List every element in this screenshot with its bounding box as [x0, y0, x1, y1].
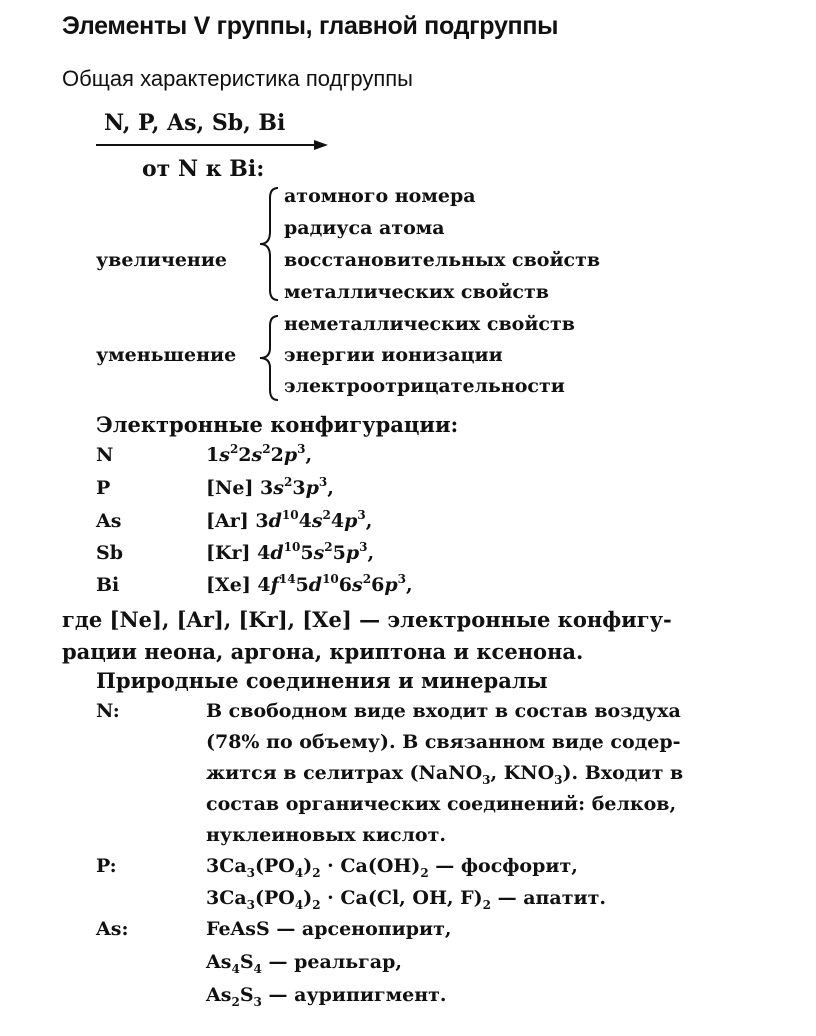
page-title: Элементы V группы, главной подгруппы: [62, 12, 559, 40]
config-formula: [Xe] $4f^{14}5d^{10}6s^26p^3$,: [206, 572, 413, 596]
direction-label: от N к Bi:: [142, 156, 265, 182]
config-formula: [Kr] $4d^{10}5s^25p^3$,: [206, 540, 375, 564]
mineral-formula: FeAsS — арсенопирит,: [206, 918, 452, 940]
decrease-label: уменьшение: [96, 344, 237, 366]
increase-item: атомного номера: [284, 185, 476, 207]
configs-heading: Электронные конфигурации:: [96, 412, 459, 437]
config-element: As: [96, 510, 122, 532]
config-formula: [Ne] $3s^23p^3$,: [206, 475, 334, 499]
config-formula: [Ar] $3d^{10}4s^24p^3$,: [206, 508, 373, 532]
description-line: нуклеиновых кислот.: [206, 824, 446, 846]
increase-item: металлических свойств: [284, 281, 549, 303]
config-element: Sb: [96, 542, 124, 564]
element-label-P: P:: [96, 855, 117, 877]
minerals-heading: Природные соединения и минералы: [96, 668, 548, 693]
description-line: состав органических соединений: белков,: [206, 793, 677, 815]
config-element: P: [96, 477, 111, 499]
mineral-formula: $3Ca_3(PO_4)_2 \cdot Ca(OH)_2$ — фосфорит,: [206, 855, 578, 880]
element-label-As: As:: [96, 918, 129, 940]
description-line: жится в селитрах (NaNO$_3$, $KNO_3$). Входит в: [206, 762, 684, 787]
description-line: (78% по объему). В связанном виде содер-: [206, 731, 681, 753]
config-element: N: [96, 444, 114, 466]
decrease-item: электроотрицательности: [284, 375, 565, 397]
decrease-item: энергии ионизации: [284, 344, 503, 366]
mineral-formula: $As_4S_4$ — реальгар,: [206, 951, 402, 976]
mineral-formula: $3Ca_3(PO_4)_2 \cdot Ca(Cl$, OH, $F)_2$ — апатит.: [206, 887, 606, 912]
arrow-right-icon: [96, 138, 328, 152]
description-line: В свободном виде входит в состав воздуха: [206, 700, 681, 722]
configs-note: рации неона, аргона, криптона и ксенона.: [62, 639, 584, 664]
decrease-item: неметаллических свойств: [284, 313, 575, 335]
increase-item: восстановительных свойств: [284, 249, 601, 271]
increase-label: увеличение: [96, 249, 228, 271]
config-element: Bi: [96, 574, 120, 596]
left-brace-icon: [258, 314, 280, 402]
section-subtitle: Общая характеристика подгруппы: [62, 66, 413, 91]
configs-note: где [Ne], [Ar], [Kr], [Xe] — электронные конфигу-: [62, 607, 672, 632]
element-series: N, P, As, Sb, Bi: [104, 110, 286, 136]
increase-item: радиуса атома: [284, 217, 445, 239]
config-formula: $1s^22s^22p^3$,: [206, 442, 313, 466]
mineral-formula: $As_2S_3$ — аурипигмент.: [206, 984, 447, 1009]
left-brace-icon: [258, 186, 280, 302]
element-label-N: N:: [96, 700, 120, 722]
